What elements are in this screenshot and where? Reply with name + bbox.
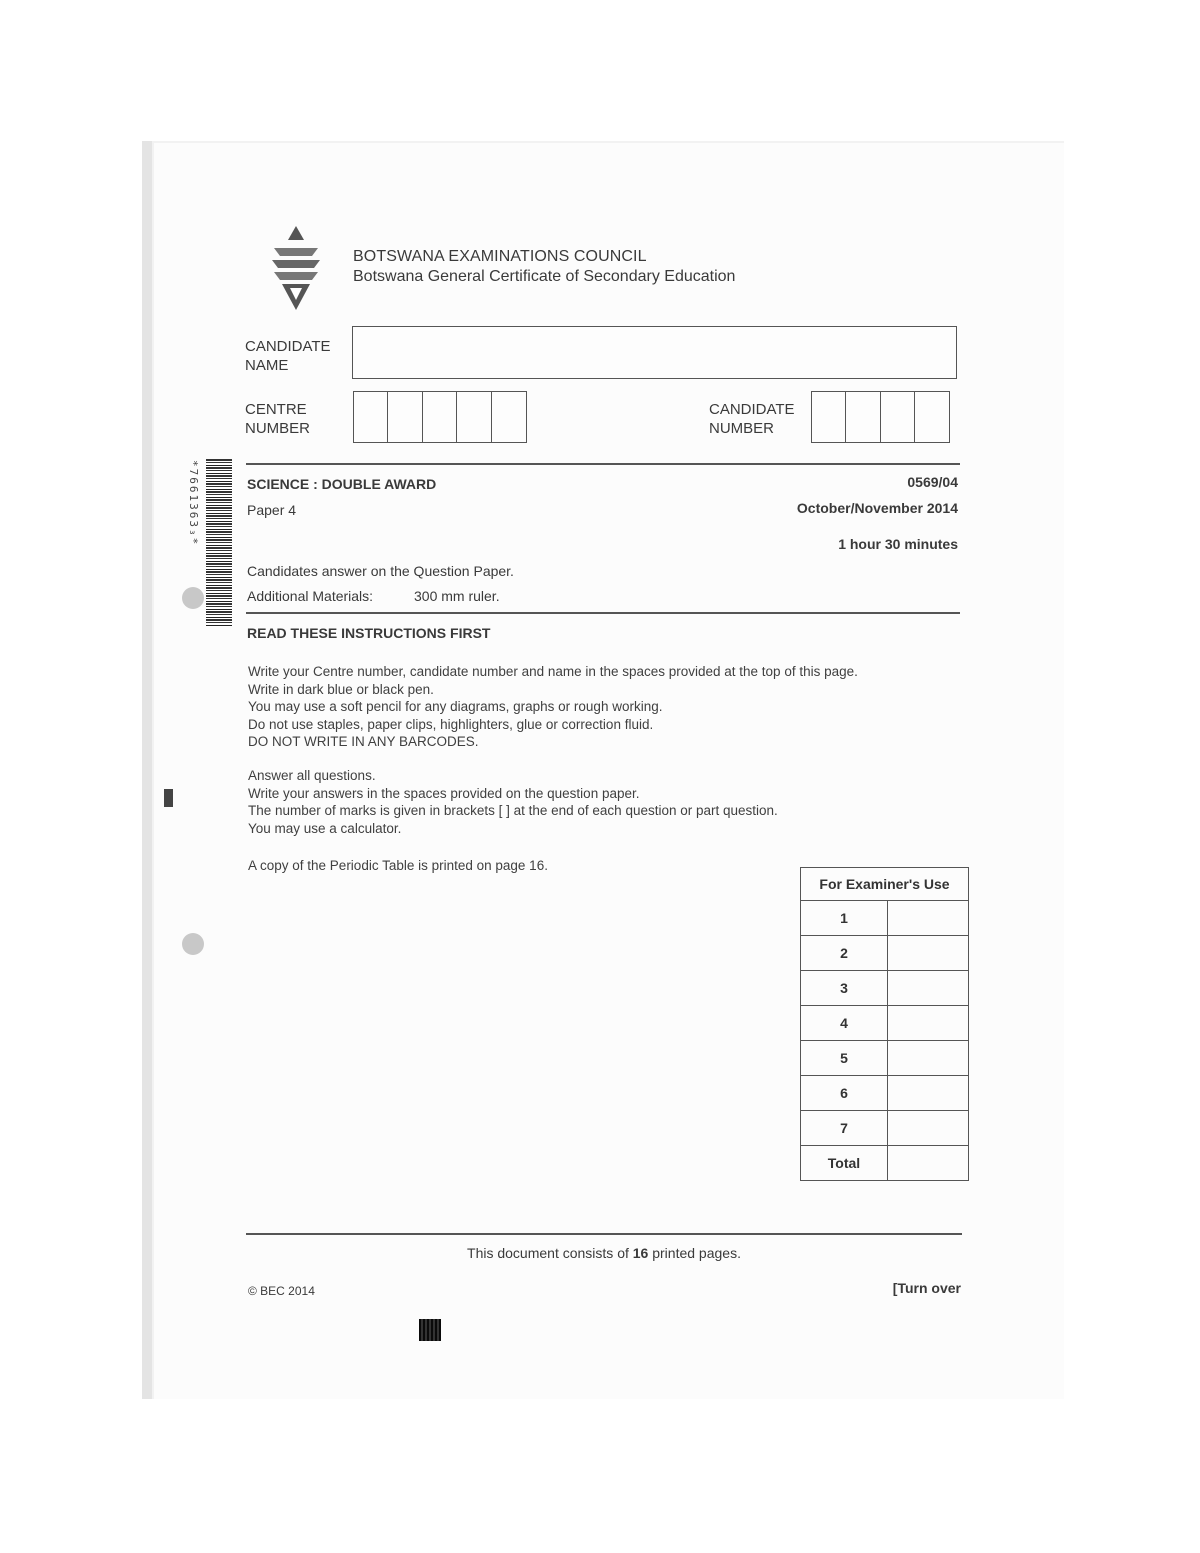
centre-number-cell[interactable]	[353, 391, 389, 443]
candidate-number-cell[interactable]	[880, 391, 916, 443]
candidate-number-boxes[interactable]	[812, 391, 950, 443]
divider	[246, 463, 960, 465]
paper-code: 0569/04	[907, 474, 958, 490]
centre-number-cell[interactable]	[491, 391, 527, 443]
instruction-line: You may use a soft pencil for any diagrams, graphs or rough working.	[248, 699, 663, 714]
turn-over: [Turn over	[892, 1280, 961, 1296]
centre-number-cell[interactable]	[456, 391, 492, 443]
table-row	[801, 1006, 969, 1041]
examiner-use-table	[800, 867, 969, 1181]
instruction-line: Do not use staples, paper clips, highlighters, glue or correction fluid.	[248, 716, 654, 732]
instructions-block-1	[248, 663, 948, 751]
total-cell[interactable]	[888, 1146, 969, 1181]
materials-value: 300 mm ruler.	[414, 588, 500, 604]
certificate-name: Botswana General Certificate of Secondary Education	[353, 268, 736, 285]
barcode-number: *7661363₃*	[187, 460, 200, 547]
instruction-line: You may use a calculator.	[248, 820, 402, 836]
question-number: 4	[801, 1006, 888, 1041]
divider	[246, 612, 960, 614]
mark-cell[interactable]	[888, 1076, 969, 1111]
table-row	[801, 936, 969, 971]
candidate-number-cell[interactable]	[845, 391, 881, 443]
total-label: Total	[801, 1146, 888, 1181]
centre-number-label: CENTRE NUMBER	[245, 401, 311, 437]
page-count: 16	[632, 1245, 649, 1261]
table-row	[801, 868, 969, 901]
exam-duration: 1 hour 30 minutes	[838, 536, 958, 552]
instruction-line: Write in dark blue or black pen.	[248, 681, 434, 697]
centre-number-boxes[interactable]	[354, 391, 527, 443]
qr-code-icon	[419, 1319, 441, 1341]
centre-number-cell[interactable]	[387, 391, 423, 443]
punch-hole	[182, 933, 204, 955]
paper-number: Paper 4	[247, 502, 297, 518]
periodic-table-note: A copy of the Periodic Table is printed on page 16.	[248, 858, 548, 873]
mark-cell[interactable]	[888, 1006, 969, 1041]
instruction-line: Write your Centre number, candidate number and name in the spaces provided at the top of this page.	[248, 664, 858, 679]
instruction-line: Answer all questions.	[248, 768, 376, 783]
mark-cell[interactable]	[888, 971, 969, 1006]
copyright: © BEC 2014	[248, 1284, 315, 1298]
candidate-number-cell[interactable]	[811, 391, 847, 443]
candidate-number-cell[interactable]	[914, 391, 950, 443]
instructions-block-2	[248, 767, 948, 837]
page-count-prefix: This document consists of	[467, 1245, 633, 1261]
examiner-table-heading: For Examiner's Use	[801, 868, 969, 901]
table-row	[801, 1076, 969, 1111]
question-number: 2	[801, 936, 888, 971]
question-number: 6	[801, 1076, 888, 1111]
question-number: 5	[801, 1041, 888, 1076]
instruction-line: The number of marks is given in brackets [ ] at the end of each question or part question.	[248, 803, 778, 818]
registration-mark	[164, 789, 173, 807]
exam-session: October/November 2014	[796, 500, 958, 516]
subject-title: SCIENCE : DOUBLE AWARD	[247, 476, 437, 492]
page-count-suffix: printed pages.	[648, 1245, 741, 1261]
council-name: BOTSWANA EXAMINATIONS COUNCIL	[353, 248, 647, 265]
table-row	[801, 971, 969, 1006]
divider	[246, 1233, 962, 1235]
candidate-number-label: CANDIDATE NUMBER	[709, 401, 795, 437]
instruction-line: DO NOT WRITE IN ANY BARCODES.	[248, 734, 479, 749]
instruction-line: Write your answers in the spaces provided on the question paper.	[248, 785, 640, 801]
instructions-heading: READ THESE INSTRUCTIONS FIRST	[247, 625, 491, 641]
question-number: 7	[801, 1111, 888, 1146]
question-number: 1	[801, 901, 888, 936]
page-count-note	[246, 1245, 962, 1261]
answer-note: Candidates answer on the Question Paper.	[247, 563, 514, 579]
table-row	[801, 901, 969, 936]
mark-cell[interactable]	[888, 936, 969, 971]
question-number: 3	[801, 971, 888, 1006]
table-row	[801, 1041, 969, 1076]
table-row	[801, 1146, 969, 1181]
centre-number-cell[interactable]	[422, 391, 458, 443]
candidate-name-label: CANDIDATE NAME	[245, 338, 331, 374]
bec-logo-icon	[268, 226, 324, 310]
mark-cell[interactable]	[888, 901, 969, 936]
candidate-name-box[interactable]	[352, 326, 957, 379]
mark-cell[interactable]	[888, 1111, 969, 1146]
punch-hole	[182, 587, 204, 609]
mark-cell[interactable]	[888, 1041, 969, 1076]
table-row	[801, 1111, 969, 1146]
barcode	[206, 459, 232, 627]
materials-label: Additional Materials:	[247, 588, 374, 604]
